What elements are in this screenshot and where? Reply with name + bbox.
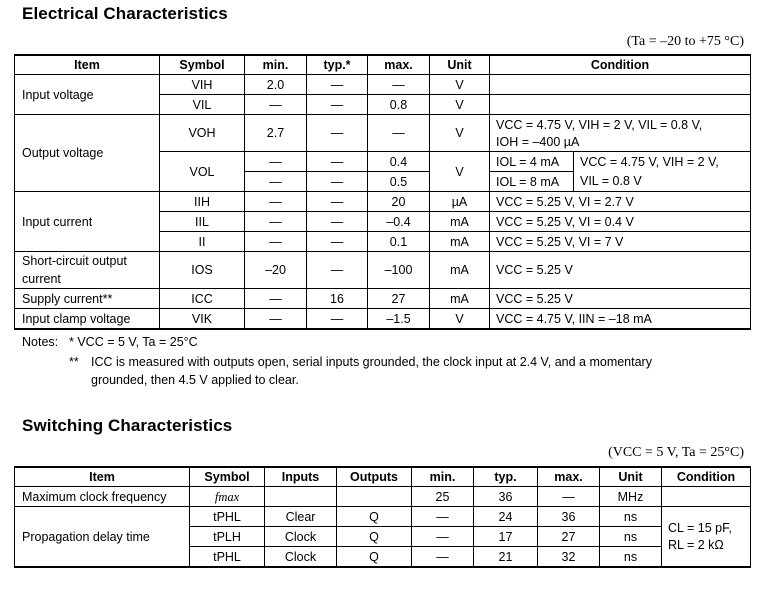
cell-typ: 36 bbox=[474, 487, 538, 507]
table-row bbox=[15, 309, 751, 330]
electrical-title: Electrical Characteristics bbox=[22, 4, 228, 23]
symbol-vol: VOL bbox=[160, 152, 245, 192]
table-row bbox=[15, 507, 751, 527]
header-max: max. bbox=[368, 55, 430, 75]
table-row bbox=[15, 192, 751, 212]
cell-unit: V bbox=[430, 95, 490, 115]
cell-condition: VCC = 4.75 V, IIN = –18 mA bbox=[490, 309, 751, 330]
cell-max: 32 bbox=[538, 547, 600, 568]
table-row bbox=[15, 289, 751, 309]
cell-typ: — bbox=[307, 212, 368, 232]
cell-condition: VCC = 5.25 V bbox=[490, 289, 751, 309]
header-unit: Unit bbox=[600, 467, 662, 487]
cell-unit: MHz bbox=[600, 487, 662, 507]
cell-min: — bbox=[245, 232, 307, 252]
cell-min: — bbox=[245, 152, 307, 172]
cell-typ: — bbox=[307, 115, 368, 152]
cell-max: 0.4 bbox=[368, 152, 430, 172]
symbol-voh: VOH bbox=[160, 115, 245, 152]
cell-iol-4ma: IOL = 4 mA bbox=[490, 152, 574, 172]
cell-typ: 24 bbox=[474, 507, 538, 527]
cell-max: 20 bbox=[368, 192, 430, 212]
cell-typ: — bbox=[307, 172, 368, 192]
cell-min: 2.7 bbox=[245, 115, 307, 152]
condition-line-1: VCC = 4.75 V, VIH = 2 V, bbox=[580, 155, 719, 169]
cell-condition bbox=[490, 95, 751, 115]
cell-typ: 17 bbox=[474, 527, 538, 547]
cell-inputs: Clock bbox=[265, 547, 337, 568]
cell-max: — bbox=[368, 75, 430, 95]
cell-max: 36 bbox=[538, 507, 600, 527]
cell-min: — bbox=[245, 289, 307, 309]
cell-unit: mA bbox=[430, 212, 490, 232]
symbol-tphl: tPHL bbox=[190, 547, 265, 568]
cell-min: 2.0 bbox=[245, 75, 307, 95]
cell-condition: VCC = 5.25 V, VI = 2.7 V bbox=[490, 192, 751, 212]
cell-min: — bbox=[245, 95, 307, 115]
cell-outputs: Q bbox=[337, 547, 412, 568]
note-1: * VCC = 5 V, Ta = 25°C bbox=[69, 335, 198, 349]
cell-unit: ns bbox=[600, 507, 662, 527]
cell-typ: 21 bbox=[474, 547, 538, 568]
condition-line-2: VIL = 0.8 V bbox=[580, 174, 642, 188]
symbol-icc: ICC bbox=[160, 289, 245, 309]
switching-condition: (VCC = 5 V, Ta = 25°C) bbox=[608, 445, 744, 460]
cell-iol-8ma: IOL = 8 mA bbox=[490, 172, 574, 192]
header-min: min. bbox=[245, 55, 307, 75]
switching-header-row bbox=[15, 467, 751, 487]
cell-unit: V bbox=[430, 309, 490, 330]
cell-min: — bbox=[245, 309, 307, 330]
cell-typ: — bbox=[307, 232, 368, 252]
cell-min: — bbox=[412, 547, 474, 568]
symbol-tphl: tPHL bbox=[190, 507, 265, 527]
cell-condition: VCC = 5.25 V bbox=[490, 252, 751, 289]
item-supply-current: Supply current** bbox=[15, 289, 160, 309]
cell-max: 0.5 bbox=[368, 172, 430, 192]
cell-unit: V bbox=[430, 152, 490, 192]
condition-line-2: IOH = –400 µA bbox=[496, 134, 580, 149]
electrical-header-row bbox=[15, 55, 751, 75]
header-unit: Unit bbox=[430, 55, 490, 75]
cell-min: — bbox=[245, 192, 307, 212]
header-symbol: Symbol bbox=[190, 467, 265, 487]
cell-condition: VCC = 5.25 V, VI = 7 V bbox=[490, 232, 751, 252]
electrical-table bbox=[14, 54, 751, 330]
cell-min: — bbox=[412, 507, 474, 527]
cell-unit: mA bbox=[430, 252, 490, 289]
symbol-vil: VIL bbox=[160, 95, 245, 115]
header-symbol: Symbol bbox=[160, 55, 245, 75]
cell-unit: V bbox=[430, 115, 490, 152]
cell-condition: VCC = 5.25 V, VI = 0.4 V bbox=[490, 212, 751, 232]
cell-min: 25 bbox=[412, 487, 474, 507]
cell-condition bbox=[662, 507, 751, 568]
cell-condition bbox=[574, 152, 751, 192]
cell-typ: — bbox=[307, 95, 368, 115]
cell-max: –1.5 bbox=[368, 309, 430, 330]
note-2-mark: ** bbox=[69, 355, 79, 369]
header-condition: Condition bbox=[490, 55, 751, 75]
symbol-ii: II bbox=[160, 232, 245, 252]
cell-min: –20 bbox=[245, 252, 307, 289]
condition-line-1: CL = 15 pF, bbox=[668, 521, 732, 535]
cell-outputs: Q bbox=[337, 527, 412, 547]
cell-inputs: Clear bbox=[265, 507, 337, 527]
cell-condition bbox=[662, 487, 751, 507]
symbol-tplh: tPLH bbox=[190, 527, 265, 547]
cell-typ: — bbox=[307, 192, 368, 212]
switching-table bbox=[14, 466, 751, 568]
header-min: min. bbox=[412, 467, 474, 487]
cell-typ: — bbox=[307, 309, 368, 330]
switching-title: Switching Characteristics bbox=[22, 416, 233, 435]
symbol-ios: IOS bbox=[160, 252, 245, 289]
cell-unit: mA bbox=[430, 289, 490, 309]
header-max: max. bbox=[538, 467, 600, 487]
item-line-1: Short-circuit output bbox=[22, 254, 127, 268]
table-row bbox=[15, 252, 751, 289]
cell-inputs: Clock bbox=[265, 527, 337, 547]
cell-max: 27 bbox=[368, 289, 430, 309]
symbol-vik: VIK bbox=[160, 309, 245, 330]
item-line-2: current bbox=[22, 272, 61, 286]
cell-typ: — bbox=[307, 152, 368, 172]
cell-unit: ns bbox=[600, 547, 662, 568]
header-outputs: Outputs bbox=[337, 467, 412, 487]
cell-unit: mA bbox=[430, 232, 490, 252]
header-typ: typ. bbox=[474, 467, 538, 487]
header-typ: typ.* bbox=[307, 55, 368, 75]
notes-label: Notes: bbox=[22, 335, 59, 349]
note-2-line-2: grounded, then 4.5 V applied to clear. bbox=[91, 373, 299, 387]
header-item: Item bbox=[15, 467, 190, 487]
cell-max: — bbox=[368, 115, 430, 152]
table-row bbox=[15, 75, 751, 95]
header-item: Item bbox=[15, 55, 160, 75]
note-2-line-1: ICC is measured with outputs open, serial inputs grounded, the clock input at 2.4 V, and a momentary bbox=[91, 355, 652, 369]
cell-outputs bbox=[337, 487, 412, 507]
cell-typ: 16 bbox=[307, 289, 368, 309]
item-short-circuit bbox=[15, 252, 160, 289]
item-input-current: Input current bbox=[15, 192, 160, 252]
header-condition: Condition bbox=[662, 467, 751, 487]
cell-max: –100 bbox=[368, 252, 430, 289]
table-row bbox=[15, 115, 751, 152]
item-output-voltage: Output voltage bbox=[15, 115, 160, 192]
condition-line-1: VCC = 4.75 V, VIH = 2 V, VIL = 0.8 V, bbox=[496, 117, 703, 132]
symbol-iil: IIL bbox=[160, 212, 245, 232]
cell-condition bbox=[490, 115, 751, 152]
header-inputs: Inputs bbox=[265, 467, 337, 487]
cell-unit: µA bbox=[430, 192, 490, 212]
item-propagation-delay: Propagation delay time bbox=[15, 507, 190, 568]
cell-min: — bbox=[412, 527, 474, 547]
symbol-vih: VIH bbox=[160, 75, 245, 95]
item-input-voltage: Input voltage bbox=[15, 75, 160, 115]
cell-max: –0.4 bbox=[368, 212, 430, 232]
cell-inputs bbox=[265, 487, 337, 507]
cell-max: 27 bbox=[538, 527, 600, 547]
item-input-clamp-voltage: Input clamp voltage bbox=[15, 309, 160, 330]
cell-unit: V bbox=[430, 75, 490, 95]
symbol-iih: IIH bbox=[160, 192, 245, 212]
cell-min: — bbox=[245, 172, 307, 192]
cell-unit: ns bbox=[600, 527, 662, 547]
cell-min: — bbox=[245, 212, 307, 232]
cell-max: — bbox=[538, 487, 600, 507]
cell-typ: — bbox=[307, 252, 368, 289]
condition-line-2: RL = 2 kΩ bbox=[668, 538, 724, 552]
cell-condition bbox=[490, 75, 751, 95]
cell-outputs: Q bbox=[337, 507, 412, 527]
symbol-fmax: fmax bbox=[190, 487, 265, 507]
cell-max: 0.1 bbox=[368, 232, 430, 252]
cell-typ: — bbox=[307, 75, 368, 95]
cell-max: 0.8 bbox=[368, 95, 430, 115]
electrical-condition: (Ta = –20 to +75 °C) bbox=[626, 34, 744, 49]
item-max-clock-frequency: Maximum clock frequency bbox=[15, 487, 190, 507]
table-row bbox=[15, 487, 751, 507]
